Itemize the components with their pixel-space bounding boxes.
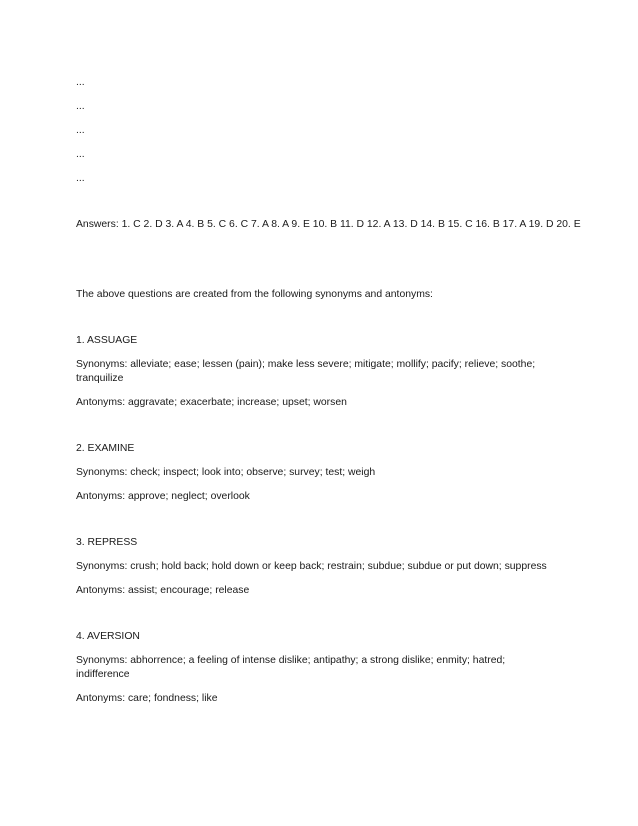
intro-text: The above questions are created from the following synonyms and antonyms: [76, 289, 433, 300]
ellipsis-line: ... [76, 125, 85, 136]
entry-antonyms: Antonyms: aggravate; exacerbate; increase; upset; worsen [76, 397, 347, 408]
entry-synonyms: Synonyms: abhorrence; a feeling of intense dislike; antipathy; a strong dislike; enmity; hatred; indifference [76, 655, 506, 680]
entry-heading: 4. AVERSION [76, 631, 140, 642]
ellipsis-line: ... [76, 77, 85, 88]
entry-heading: 2. EXAMINE [76, 443, 135, 454]
entry-heading: 1. ASSUAGE [76, 335, 138, 346]
entry-synonyms: Synonyms: check; inspect; look into; observe; survey; test; weigh [76, 467, 376, 478]
entry-synonyms: Synonyms: crush; hold back; hold down or keep back; restrain; subdue; subdue or put down; suppress [76, 561, 547, 572]
entry-synonyms: Synonyms: alleviate; ease; lessen (pain); make less severe; mitigate; mollify; pacify; relieve; soothe; tranquilize [76, 359, 536, 384]
ellipsis-line: ... [76, 149, 85, 160]
answers-line: Answers: 1. C 2. D 3. A 4. B 5. C 6. C 7. A 8. A 9. E 10. B 11. D 12. A 13. D 14. B 15. C 16. B 17. A 19. D 20. E [76, 219, 581, 230]
entry-antonyms: Antonyms: approve; neglect; overlook [76, 491, 250, 502]
entry-antonyms: Antonyms: care; fondness; like [76, 693, 218, 704]
ellipsis-line: ... [76, 173, 85, 184]
entry-heading: 3. REPRESS [76, 537, 138, 548]
entry-antonyms: Antonyms: assist; encourage; release [76, 585, 250, 596]
ellipsis-line: ... [76, 101, 85, 112]
